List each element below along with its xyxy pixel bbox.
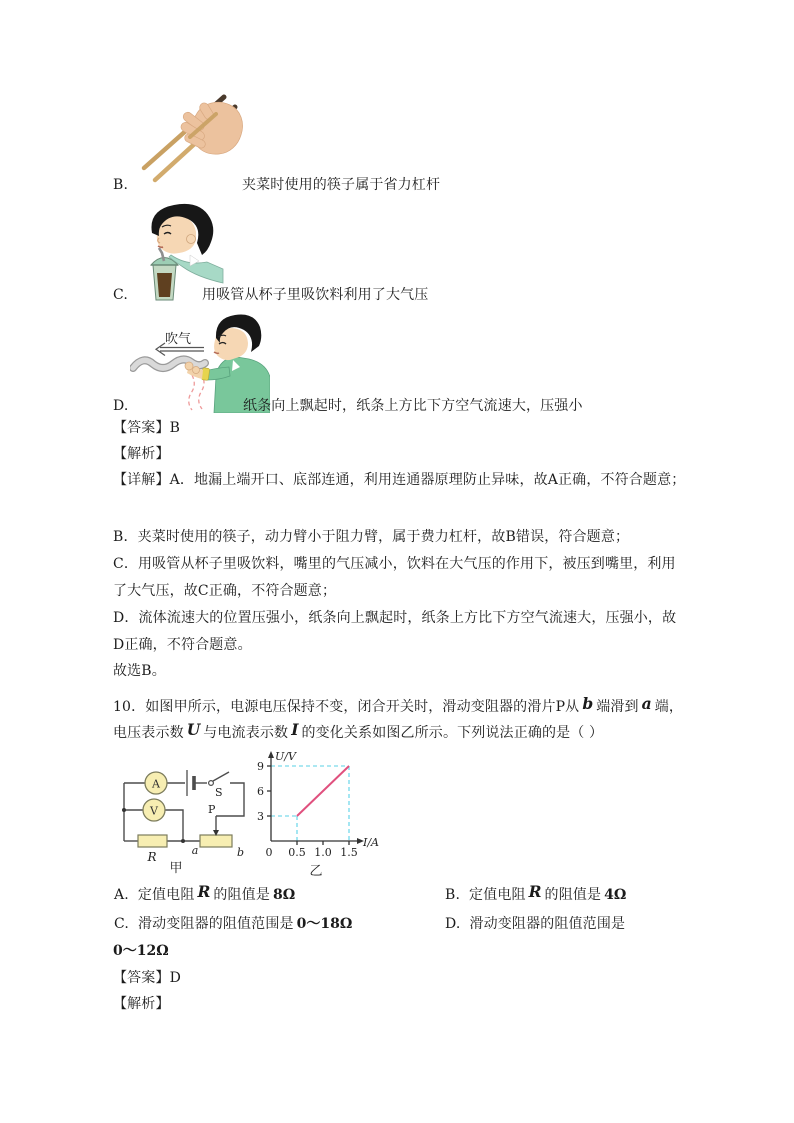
chopsticks-photo [138,93,248,192]
hand [185,362,193,370]
option-text: 的阻值是 [213,887,270,903]
answer-tag: 【答案】 [113,970,170,986]
option-text: 定值电阻 [137,887,195,903]
q9-conclusion: 故选B。 [113,663,166,679]
q10-answer-line [113,970,181,986]
graph-caption: 乙 [309,864,323,879]
q10-analysis-tag: 【解析】 [113,996,170,1012]
q9-answer-value: B [169,420,181,436]
y-tick: 3 [257,810,264,823]
q10-option-d-overflow: 0～12Ω [113,943,169,959]
x-axis-label: I/A [363,836,379,849]
q9-detail-line: C．用吸管从杯子里吸饮料，嘴里的气压减小，饮料在大气压的作用下，被压到嘴里，利用 [113,556,676,572]
variable-u: U [186,720,201,739]
q9-option-b-label: B. [113,177,129,193]
q9-option-b-text: 夹菜时使用的筷子属于省力杠杆 [242,177,441,193]
rheostat [200,835,232,847]
y-tick: 9 [257,760,264,773]
data-line [297,766,349,816]
x-tick: 0 [265,846,273,859]
q10-stem-line2 [113,720,604,741]
switch-icon [209,781,214,786]
q10-stem-line1 [113,694,683,715]
stem-text: 10．如图甲所示，电源电压保持不变，闭合开关时，滑动变阻器的滑片P从 [113,699,580,715]
option-text: 的阻值是 [544,887,602,903]
q9-option-c-label: C. [113,287,128,303]
q9-detail-line: 了大气压，故C正确，不符合题意； [113,583,337,599]
q9-detail-line: 【详解】A．地漏上端开口、底部连通，利用连通器原理防止异味，故A正确，不符合题意； [113,472,686,488]
option-letter: B. [445,887,461,903]
switch-label: S [215,786,223,799]
answer-tag: 【答案】 [113,420,170,436]
y-axis-arrow [268,751,274,758]
option-text: 滑动变阻器的阻值范围是 [137,916,294,932]
q9-detail-line: D．流体流速大的位置压强小，纸条向上飘起时，纸条上方比下方空气流速大，压强小，故 [113,610,677,626]
option-letter: C. [114,916,129,932]
q9-detail-line: D正确，不符合题意。 [113,637,252,653]
option-value: 4Ω [604,887,627,903]
option-letter: A. [114,887,129,903]
cup-liquid [157,273,172,297]
stem-text: 电压表示数 [113,725,184,741]
q10-option-d [445,916,625,932]
q9-answer-line [113,420,180,436]
red-dashed-thread [189,375,195,410]
variable-b: b [582,694,594,713]
variable-i: I [291,720,299,739]
blow-arrowhead [156,343,165,356]
q9-option-c-text: 用吸管从杯子里吸饮料利用了大气压 [202,287,429,303]
resistor-label: R [147,850,157,864]
option-text: 定值电阻 [469,887,526,903]
variable-a: a [641,694,652,713]
circuit-caption: 甲 [169,861,183,875]
blow-air-label: 吹气 [165,332,192,347]
terminal-a-label: a [191,844,199,857]
hand [193,367,200,374]
ear [187,235,196,244]
q9-option-d-text: 纸条向上飘起时，纸条上方比下方空气流速大，压强小 [243,398,583,414]
resistor-r [138,835,167,847]
variable-r: R [528,882,542,901]
x-tick: 1.5 [340,846,358,859]
q9-option-d-label: D. [113,398,129,414]
q9-detail-line: B．夹菜时使用的筷子，动力臂小于阻力臂，属于费力杠杆，故B错误，符合题意； [113,529,630,545]
q10-option-b [445,882,627,903]
stem-text: 端滑到 [596,699,639,715]
voltmeter-label: V [150,804,158,818]
variable-r: R [197,882,211,901]
option-value: 8Ω [272,887,296,903]
q9-analysis-tag: 【解析】 [113,446,170,462]
y-tick: 6 [257,785,264,798]
x-tick: 1.0 [314,846,332,859]
option-letter: D. [445,916,461,932]
stem-text: 端， [654,699,683,715]
ammeter-label: A [152,777,160,791]
ui-graph [254,748,384,880]
slider-label: P [208,803,216,816]
y-axis-label: U/V [275,750,296,763]
terminal-b-label: b [237,846,245,859]
option-text: 滑动变阻器的阻值范围是 [469,916,626,932]
stem-text: 与电流表示数 [203,725,289,741]
q10-option-c [114,916,352,932]
q10-answer-value: D [169,970,181,986]
q10-option-a [114,882,296,903]
option-value: 0～18Ω [296,916,353,932]
stem-text: 的变化关系如图乙所示。下列说法正确的是（ ） [301,725,604,741]
circuit-diagram [116,753,256,875]
x-tick: 0.5 [288,846,306,859]
